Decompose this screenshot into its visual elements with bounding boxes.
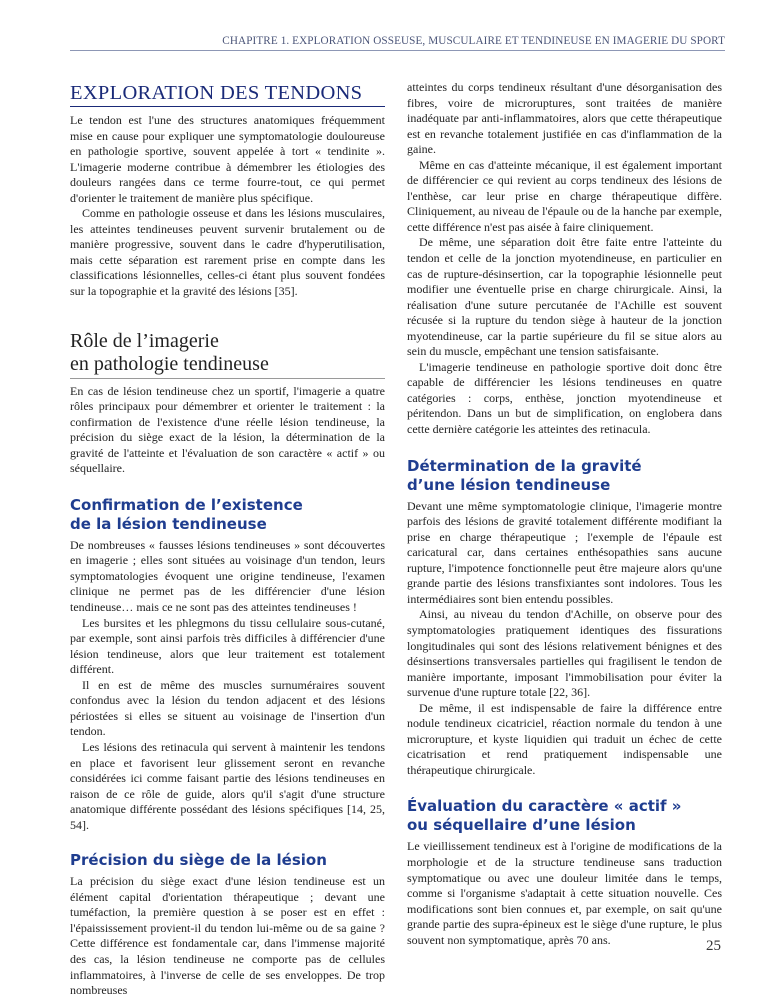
intro-paragraph: Comme en pathologie osseuse et dans les lésions musculaires, les atteintes tendineuses peuvent survenir brutalement ou de manière progressive, souvent dans le cadre d'hyperutilisation, mais cette séparation est rarement prise en compte dans les classifications lésionnelles, celles-ci étant plus souvent fondées sur la topographie et la gravité des lésions [35]. (70, 206, 385, 299)
evaluation-paragraph: Le vieillissement tendineux est à l'origine de modifications de la morphologie et de la structure tendineuse sans traduction symptomatique ou avec une douleur limitée dans le temps, comme si l'organisme s'adaptait à cette situation nouvelle. Ces modifications sont bien connues et, par exemple, on sait qu'une grande partie des supra-épineux est le siège d'une rupture, le plus souvent non symptomatique, après 70 ans. (407, 839, 722, 947)
gravity-heading (407, 457, 722, 495)
precision-paragraph: La précision du siège exact d'une lésion tendineuse est un élément capital d'orientation thérapeutique ; devant une tuméfaction, la première question à se poser est en effet : l'épaississement provient-il du tendon lui-même ou de sa gaine ? Cette différence est fondamentale car, dans l'immense majorité des cas, la lésion tendineuse ne comporte pas de cellules inflammatoires, à l'inverse de celle de ses enveloppes. De trop nombreuses (70, 874, 385, 998)
running-head: CHAPITRE 1. EXPLORATION OSSEUSE, MUSCULAIRE ET TENDINEUSE EN IMAGERIE DU SPORT (222, 35, 725, 47)
role-heading-line2: en pathologie tendineuse (70, 352, 269, 375)
role-heading (70, 330, 385, 379)
confirmation-heading (70, 496, 385, 534)
confirmation-paragraph: De nombreuses « fausses lésions tendineuses » sont découvertes en imagerie ; elles sont situées au voisinage d'un tendon, leurs symptomatologies évoquent une origine tendineuse, l'examen clinique ne permet pas de les différencier d'une lésion tendineuse… mais ce ne sont pas des atteintes tendineuses ! (70, 537, 385, 615)
confirmation-paragraph: Il en est de même des muscles surnuméraires souvent confondus avec la lésion du tendon adjacent et des lésions périostées si elles se situent au voisinage de l'insertion d'un tendon. (70, 677, 385, 739)
left-column (70, 80, 385, 999)
gravity-heading-line1: Détermination de la gravité (407, 456, 642, 475)
evaluation-heading-line1: Évaluation du caractère « actif » (407, 797, 682, 816)
gravity-paragraph: De même, il est indispensable de faire la différence entre nodule tendineux cicatriciel, réaction normale du tendon à une microrupture, et kyste liquidien qui traduit un échec de cette cicatrisation et rend pratiquement indispensable une thérapeutique chirurgicale. (407, 700, 722, 777)
gravity-paragraph: Ainsi, au niveau du tendon d'Achille, on observe pour des symptomatologies pratiquement identiques des fissurations longitudinales qui sont des lésions relativement bénignes et des désinsertions transversales partielles qui fragilisent le tendon de manière importante, imposant l'immobilisation pour éviter la survenue d'une rupture totale [22, 36]. (407, 607, 722, 700)
header-rule (70, 50, 725, 51)
role-heading-line1: Rôle de l’imagerie (70, 329, 219, 352)
confirmation-heading-line1: Confirmation de l’existence (70, 495, 303, 514)
precision-heading: Précision du siège de la lésion (70, 851, 327, 870)
body-paragraph: Même en cas d'atteinte mécanique, il est également important de différencier ce qui revient au corps tendineux des lésions de l'enthèse, car leur prise en charge thérapeutique diffère. Cliniquement, au niveau de l'épaule ou de la hanche par exemple, cette différence n'est pas aisée à faire cliniquement. (407, 157, 722, 234)
evaluation-heading-line2: ou séquellaire d’une lésion (407, 816, 636, 835)
confirmation-paragraph: Les lésions des retinacula qui servent à maintenir les tendons en place et favorisent leur glissement seront en revanche considérées ici comme faisant partie des lésions tendineuses en raison de ce rôle de guide, alors qu'il s'agit d'une structure anatomique différente possédant des lésions spécifiques [14, 25, 54]. (70, 739, 385, 832)
confirmation-paragraph: Les bursites et les phlegmons du tissu cellulaire sous-cutané, par exemple, sont ainsi parfois très difficiles à différencier d'une lésion tendineuse, alors que leur traitement est totalement différent. (70, 615, 385, 677)
main-title: EXPLORATION DES TENDONS (70, 80, 385, 107)
confirmation-heading-line2: de la lésion tendineuse (70, 514, 267, 533)
body-paragraph: L'imagerie tendineuse en pathologie sportive doit donc être capable de différencier les lésions tendineuses en quatre catégories : corps, enthèse, jonction myotendineuse et péritendon. Dans un but de simplification, on englobera dans cette dernière catégorie les atteintes des retinacula. (407, 359, 722, 437)
right-column (407, 80, 722, 948)
role-paragraph: En cas de lésion tendineuse chez un sportif, l'imagerie a quatre rôles principaux pour démembrer et orienter le traitement : la confirmation de l'existence d'une réelle lésion tendineuse, la précision du siège exact de la lésion, la détermination de la gravité de l'atteinte et l'évaluation de son caractère « actif » ou séquellaire. (70, 383, 385, 476)
body-paragraph: De même, une séparation doit être faite entre l'atteinte du tendon et celle de la jonction myotendineuse, en particulier en cas de rupture-désinsertion, car la topographie lésionnelle peut modifier une éventuelle prise en charge chirurgicale. Ainsi, la réalisation d'une suture percutanée de l'Achille est souvent récusée si la rupture du tendon siège à hauteur de la jonction myotendineuse, car la partie supérieure du fil se situe alors au sein du muscle, empêchant une tension satisfaisante. (407, 235, 722, 359)
evaluation-heading (407, 797, 722, 835)
body-paragraph: atteintes du corps tendineux résultant d'une désorganisation des fibres, voire de microruptures, sont traitées de manière inadéquate par anti-inflammatoires, alors que cette thérapeutique est en revanche totalement justifiée en cas d'inflammation de la gaine. (407, 80, 722, 157)
intro-paragraph: Le tendon est l'une des structures anatomiques fréquemment mise en cause pour expliquer une symptomatologie douloureuse en pathologie sportive, souvent appelée à tort « tendinite ». L'imagerie moderne contribue à démembrer les étiologies des douleurs rangées dans ce terme fourre-tout, ce qui permet d'orienter le traitement de manière plus spécifique. (70, 113, 385, 205)
gravity-heading-line2: d’une lésion tendineuse (407, 475, 611, 494)
gravity-paragraph: Devant une même symptomatologie clinique, l'imagerie montre parfois des lésions de gravité totalement différente modifiant la prise en charge thérapeutique ; l'exemple de l'épaule est caricatural car, dans certaines enthésopathies sans aucune rupture, l'impotence fonctionnelle peut être majeure alors qu'une grande partie des lésions transfixiantes sont indolores. Tous les intermédiaires sont bien entendu possibles. (407, 498, 722, 606)
page-number: 25 (706, 938, 721, 954)
